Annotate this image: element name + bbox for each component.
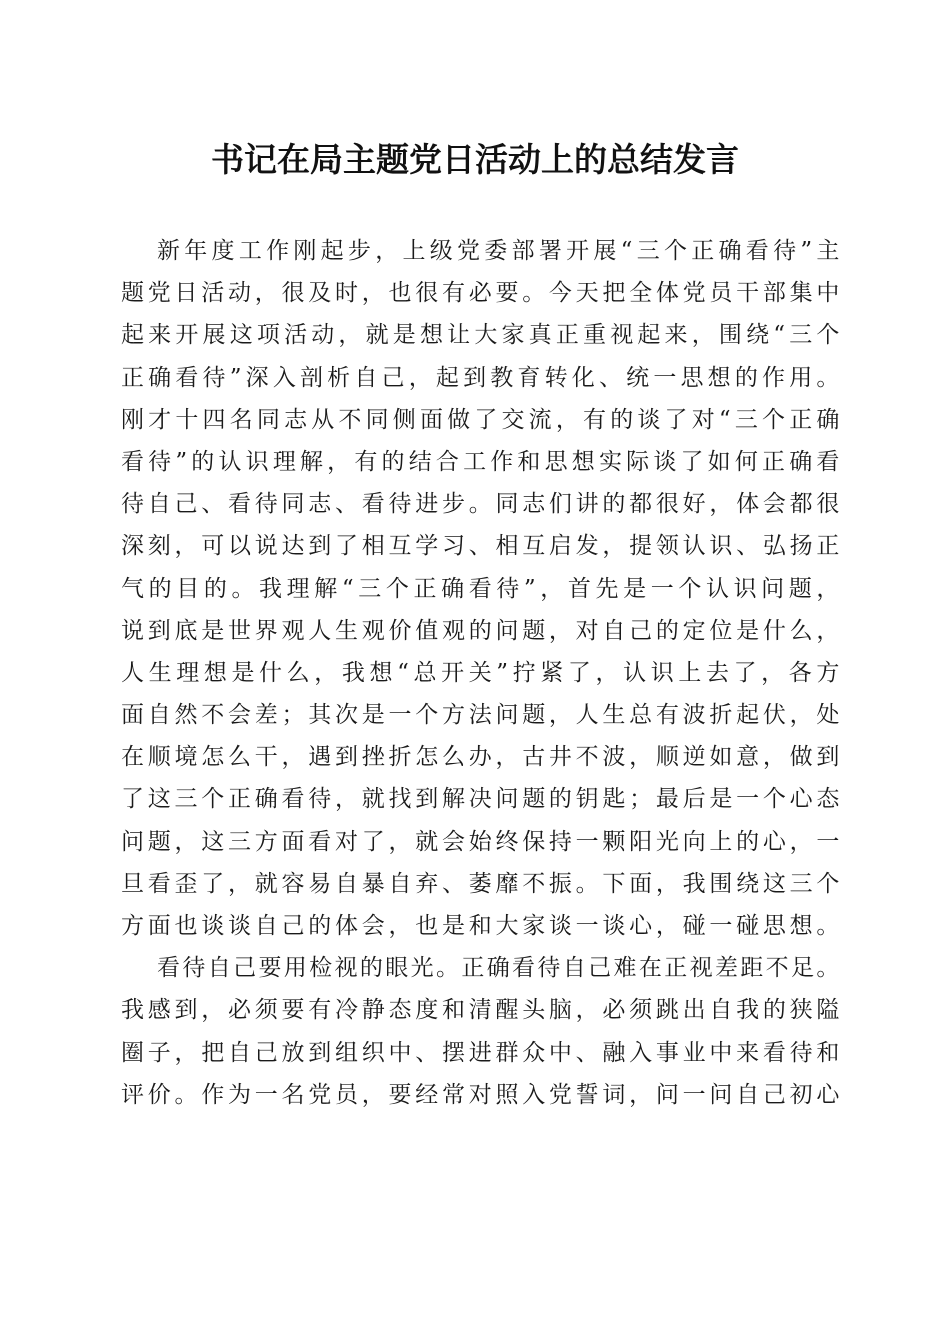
paragraph-2-line-2: 我感到，必须要有冷静态度和清醒头脑，必须跳出自我的狭隘	[121, 997, 841, 1024]
paragraph-1-line-14: 了这三个正确看待，就找到解决问题的钥匙；最后是一个心态	[121, 786, 841, 813]
paragraph-1-line-13: 在顺境怎么干，遇到挫折怎么办，古井不波，顺逆如意，做到	[121, 744, 841, 771]
paragraph-1-line-2: 题党日活动，很及时，也很有必要。今天把全体党员干部集中	[121, 280, 841, 307]
paragraph-2-line-4: 评价。作为一名党员，要经常对照入党誓词，问一问自己初心	[121, 1081, 841, 1108]
paragraph-1-line-3: 起来开展这项活动，就是想让大家真正重视起来，围绕“三个	[121, 322, 841, 349]
paragraph-1-line-5: 刚才十四名同志从不同侧面做了交流，有的谈了对“三个正确	[121, 406, 841, 433]
paragraph-1-line-15: 问题，这三方面看对了，就会始终保持一颗阳光向上的心，一	[121, 828, 841, 855]
paragraph-2-line-1: 看待自己要用检视的眼光。正确看待自己难在正视差距不足。	[157, 955, 841, 982]
document-body	[121, 230, 841, 1116]
paragraph-1-line-1: 新年度工作刚起步，上级党委部署开展“三个正确看待”主	[157, 238, 841, 264]
paragraph-1-line-8: 深刻，可以说达到了相互学习、相互启发，提领认识、弘扬正	[121, 533, 841, 560]
paragraph-1-line-12: 面自然不会差；其次是一个方法问题，人生总有波折起伏，处	[121, 702, 841, 729]
paragraph-1-line-11: 人生理想是什么，我想“总开关”拧紧了，认识上去了，各方	[121, 659, 841, 686]
paragraph-1-line-9: 气的目的。我理解“三个正确看待”，首先是一个认识问题，	[121, 575, 841, 602]
paragraph-1-line-16: 旦看歪了，就容易自暴自弃、萎靡不振。下面，我围绕这三个	[121, 870, 841, 897]
paragraph-1-line-4: 正确看待”深入剖析自己，起到教育转化、统一思想的作用。	[121, 364, 841, 391]
document-title: 书记在局主题党日活动上的总结发言	[211, 140, 739, 179]
paragraph-1-line-6: 看待”的认识理解，有的结合工作和思想实际谈了如何正确看	[121, 448, 841, 475]
paragraph-1-line-7: 待自己、看待同志、看待进步。同志们讲的都很好，体会都很	[121, 491, 841, 518]
paragraph-2-line-3: 圈子，把自己放到组织中、摆进群众中、融入事业中来看待和	[121, 1039, 841, 1066]
paragraph-1-line-10: 说到底是世界观人生观价值观的问题，对自己的定位是什么，	[121, 617, 841, 644]
paragraph-1-line-17: 方面也谈谈自己的体会，也是和大家谈一谈心，碰一碰思想。	[121, 913, 841, 939]
